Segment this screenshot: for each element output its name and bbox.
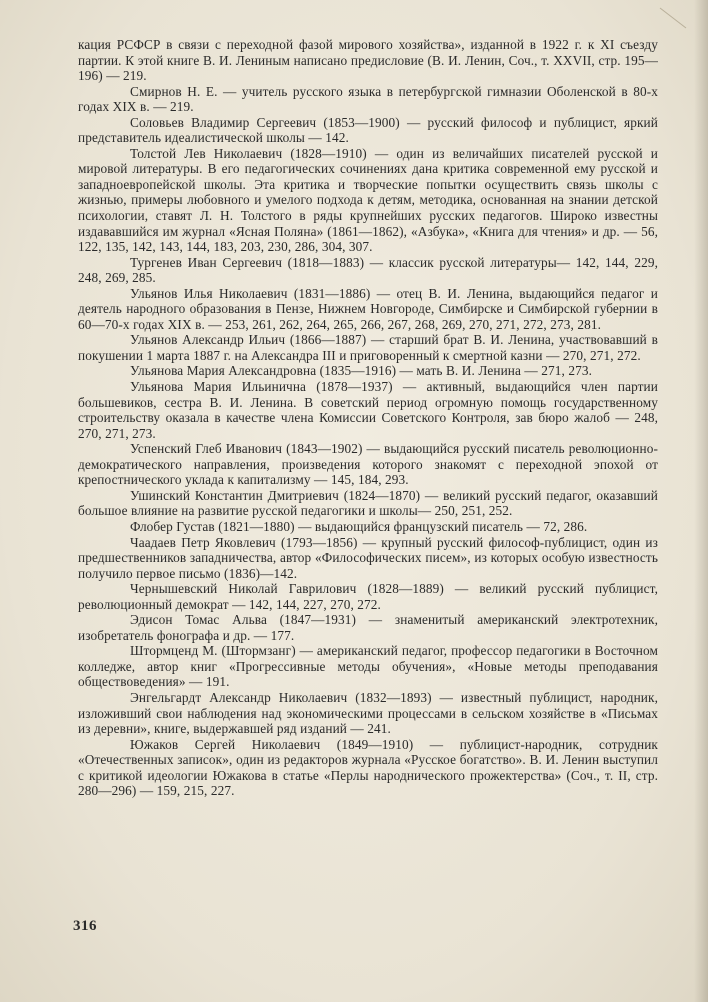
index-entry: Эдисон Томас Альва (1847—1931) — знаменитый американский электротехник, изобретатель фонографа и др. — 177.	[78, 612, 658, 643]
index-entry: Ушинский Константин Дмитриевич (1824—1870) — великий русский педагог, оказавший большое влияние на развитие русской педагогики и школы— 250, 251, 252.	[78, 487, 658, 519]
index-entry: Смирнов Н. Е. — учитель русского языка в петербургской гимназии Оболенской в 80-х годах XIX в. — 219.	[78, 83, 658, 115]
index-entry: Ульянова Мария Александровна (1835—1916) — мать В. И. Ленина — 271, 273.	[130, 363, 593, 379]
index-entry: Чернышевский Николай Гаврилович (1828—1889) — великий русский публицист, революционный демократ — 142, 144, 227, 270, 272.	[78, 581, 658, 612]
index-entry: Тургенев Иван Сергеевич (1818—1883) — классик русской литературы— 142, 144, 229, 248, 269, 285.	[78, 254, 658, 286]
index-entry: Флобер Густав (1821—1880) — выдающийся французский писатель — 72, 286.	[130, 518, 588, 534]
page-edge-shadow	[694, 0, 708, 1002]
index-entry: Ульянов Илья Николаевич (1831—1886) — отец В. И. Ленина, выдающийся педагог и деятель народного образования в Пензе, Нижнем Новгороде, Симбирске и Симбирской губернии в 60—70-х годах XIX в. — 253, 261, 262, 264, 265, 266, 267, 268, 269, 270, 271, 272, 273, 281.	[78, 285, 658, 332]
index-entry: Южаков Сергей Николаевич (1849—1910) — публицист-народник, сотрудник «Отечественных записок», один из редакторов журнала «Русское богатство». В. И. Ленин выступил с критикой идеологии Южакова в статье «Перлы народнического прожектерства» (Соч., т. II, стр. 280—296) — 159, 215, 227.	[78, 736, 658, 799]
page-corner-fold	[658, 6, 688, 32]
index-entry: Ульянова Мария Ильинична (1878—1937) — активный, выдающийся член партии большевиков, сестра В. И. Ленина. В советский период огромную помощь государственному строительству оказала в качестве члена Комиссии Советского Контроля, зав бюро жалоб — 248, 270, 271, 273.	[78, 379, 658, 441]
index-entry: Толстой Лев Николаевич (1828—1910) — один из величайших писателей русской и мировой литературы. В его педагогических сочинениях дана критика современной ему русской и западноевропейской школы. Эта критика и творческие попытки осуществить связь школы с жизнью, примеры любовного и умелого подхода к детям, методика, основанная на знании детской психологии, ставят Л. Н. Толстого в ряды крупнейших русских педагогов. Широко известны издававшийся им журнал «Ясная Поляна» (1861—1862), «Азбука», «Книга для чтения» и др. — 56, 122, 135, 142, 143, 144, 183, 203, 230, 286, 304, 307.	[78, 145, 658, 255]
page-number: 316	[73, 918, 97, 934]
index-entry: Успенский Глеб Иванович (1843—1902) — выдающийся русский писатель революционно-демократического направления, произведения которого знакомят с переходной эпохой от крепостнического уклада к капитализму — 145, 184, 293.	[78, 441, 658, 488]
index-entry: Штормценд М. (Штормзанг) — американский педагог, профессор педагогики в Восточном колледже, автор книг «Прогрессивные методы обучения», «Новые методы преподавания обществоведения» — 191.	[78, 643, 658, 690]
index-entry: Соловьев Владимир Сергеевич (1853—1900) — русский философ и публицист, яркий представитель идеалистической школы — 142.	[78, 114, 658, 146]
index-entry: Энгельгардт Александр Николаевич (1832—1893) — известный публицист, народник, изложивший свои наблюдения над экономическими процессами в сельском хозяйстве в «Письмах из деревни», книге, выдержавшей ряд изданий — 241.	[78, 689, 658, 737]
index-entry: Чаадаев Петр Яковлевич (1793—1856) — крупный русский философ-публицист, один из предшественников западничества, автор «Философических писем», из которых особую известность получило первое письмо (1836)—142.	[78, 534, 658, 581]
index-entry: Ульянов Александр Ильич (1866—1887) — старший брат В. И. Ленина, участвовавший в покушении 1 марта 1887 г. на Александра III и приговоренный к смертной казни — 270, 271, 272.	[78, 332, 658, 363]
name-index-entries	[78, 37, 658, 799]
index-entry: кация РСФСР в связи с переходной фазой мирового хозяйства», изданной в 1922 г. к XI съезду партии. К этой книге В. И. Лениным написано предисловие (В. И. Ленин, Соч., т. XXVII, стр. 195—196) — 219.	[78, 37, 658, 84]
